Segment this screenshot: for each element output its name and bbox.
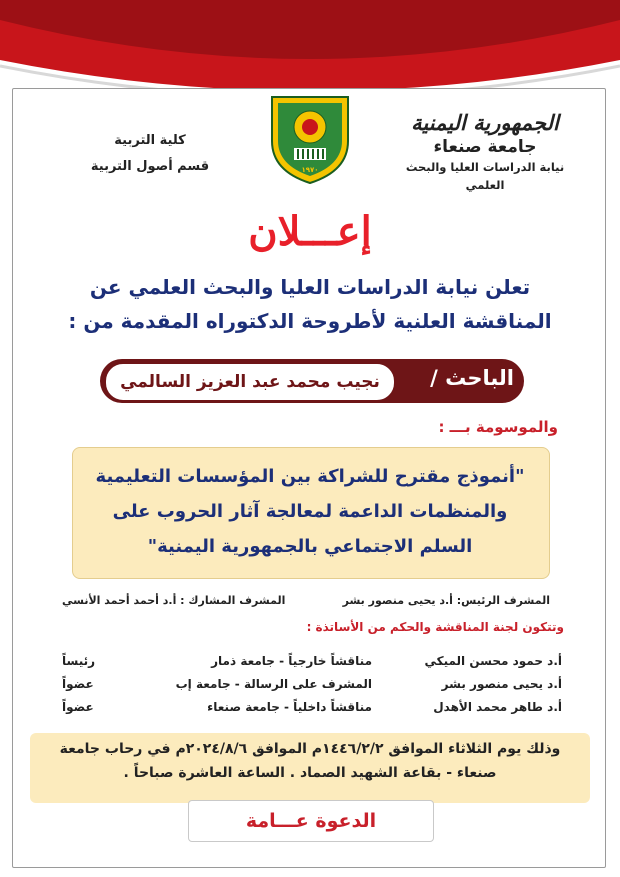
deputy-office: نيابة الدراسات العليا والبحث العلمي [405,160,565,192]
faculty-name: كلية التربية [114,133,186,148]
intro-line-2: المناقشة العلنية لأطروحة الدكتوراه المقدمة من : [68,309,552,333]
member-role: المشرف على الرسالة - جامعة إب [175,677,372,691]
thesis-line-2: والمنظمات الداعمة لمعالجة آثار الحروب على [112,501,508,522]
researcher-label: الباحث / [430,366,514,390]
member-name: أ.د طاهر محمد الأهدل [433,700,562,714]
announcement-intro [30,270,590,338]
thesis-titled-label: والموسومة بـــ : [438,418,558,436]
researcher-name: نجيب محمد عبد العزيز السالمي [105,363,395,401]
member-name: أ.د حمود محسن الميكي [424,654,562,668]
republic-calligraphy: الجمهورية اليمنية [411,110,559,135]
header-institution [390,110,580,194]
member-name: أ.د يحيى منصور بشر [441,677,562,691]
thesis-line-3: السلم الاجتماعي بالجمهورية اليمنية" [147,536,473,557]
member-role: مناقشاً داخلياً - جامعة صنعاء [207,700,372,714]
thesis-line-1: "أنموذج مقترح للشراكة بين المؤسسات التعليمية [95,466,525,487]
logo-year: ١٩٧٠ [301,166,319,174]
invitation-label: الدعوة عـــامة [188,800,434,842]
co-supervisor: المشرف المشارك : أ.د أحمد أحمد الأنسي [62,594,286,607]
department-name: قسم أصول التربية [90,159,210,174]
main-supervisor: المشرف الرئيس: أ.د يحيى منصور بشر [342,594,550,607]
member-role: مناقشاً خارجياً - جامعة ذمار [211,654,372,668]
member-position: رئيساً [62,654,96,668]
university-name: جامعة صنعاء [433,137,537,157]
intro-line-1: تعلن نيابة الدراسات العليا والبحث العلمي عن [89,275,531,299]
header-faculty [60,128,240,180]
schedule-line-1: وذلك يوم الثلاثاء الموافق ١٤٤٦/٢/٢م الموافق ٢٠٢٤/٨/٦م في رحاب جامعة [59,741,561,757]
thesis-title [72,459,548,564]
member-position: عضواً [62,677,94,691]
member-position: عضواً [62,700,94,714]
announcement-title: إعـــلان [248,208,372,255]
schedule-text [34,737,586,785]
committee-title: وتتكون لجنة المناقشة والحكم من الأساتذة : [306,620,564,634]
university-logo [268,93,352,185]
schedule-line-2: صنعاء - بقاعة الشهيد الصماد . الساعة العاشرة صباحاً . [123,765,497,781]
